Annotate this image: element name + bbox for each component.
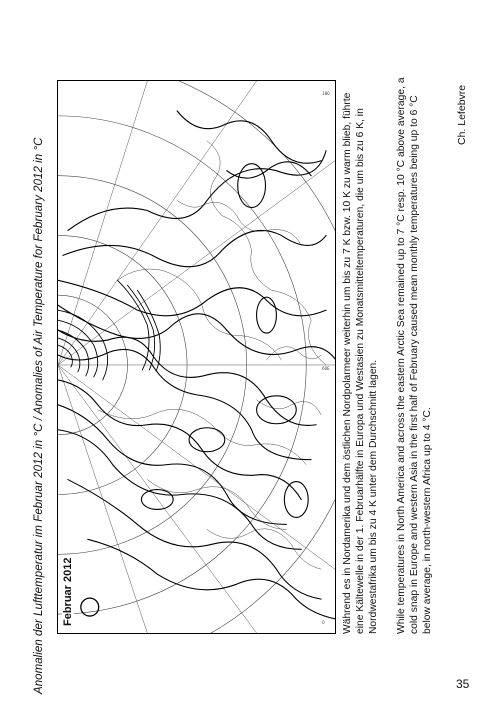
grid-labels — [322, 91, 330, 625]
page-number: 35 — [456, 677, 470, 691]
author: Ch. Lefebvre — [456, 84, 468, 145]
meridians — [58, 81, 335, 633]
map-graphic — [58, 81, 335, 633]
paragraph-german: Während es in Nordamerika und dem östlichen Nordpolarmeer weiterhin um bis zu 7 K bzw. 10 K zu warm blieb, führte eine Kältewelle in der 1. Februarhälfte in Europa und Westasien zu Monatsmitteltemperaturen, die um bis zu 6 K, in Nordwestafrika um bis zu 4 K unter dem Durchschnitt lagen. — [342, 92, 380, 634]
svg-text:180: 180 — [322, 90, 330, 96]
paragraph-english: While temperatures in North America and across the eastern Arctic Sea remained up to 7 °C resp. 10 °C above average, a cold snap in Europe and western Asia in the first half of February caused mean monthly temperatures being up to 6 °C below average, in north-western Africa up to 4 °C. — [396, 77, 434, 634]
figure-title: Anomalien der Lufttemperatur im Februar 2012 in °C / Anomalies of Air Temperature for February 2012 in °C — [33, 137, 45, 694]
svg-text:60E: 60E — [322, 365, 330, 371]
latitude-circles — [58, 81, 335, 633]
map-label: Februar 2012 — [62, 557, 74, 626]
svg-text:0: 0 — [322, 620, 325, 626]
anomaly-map — [57, 80, 336, 634]
coastlines — [98, 141, 326, 569]
